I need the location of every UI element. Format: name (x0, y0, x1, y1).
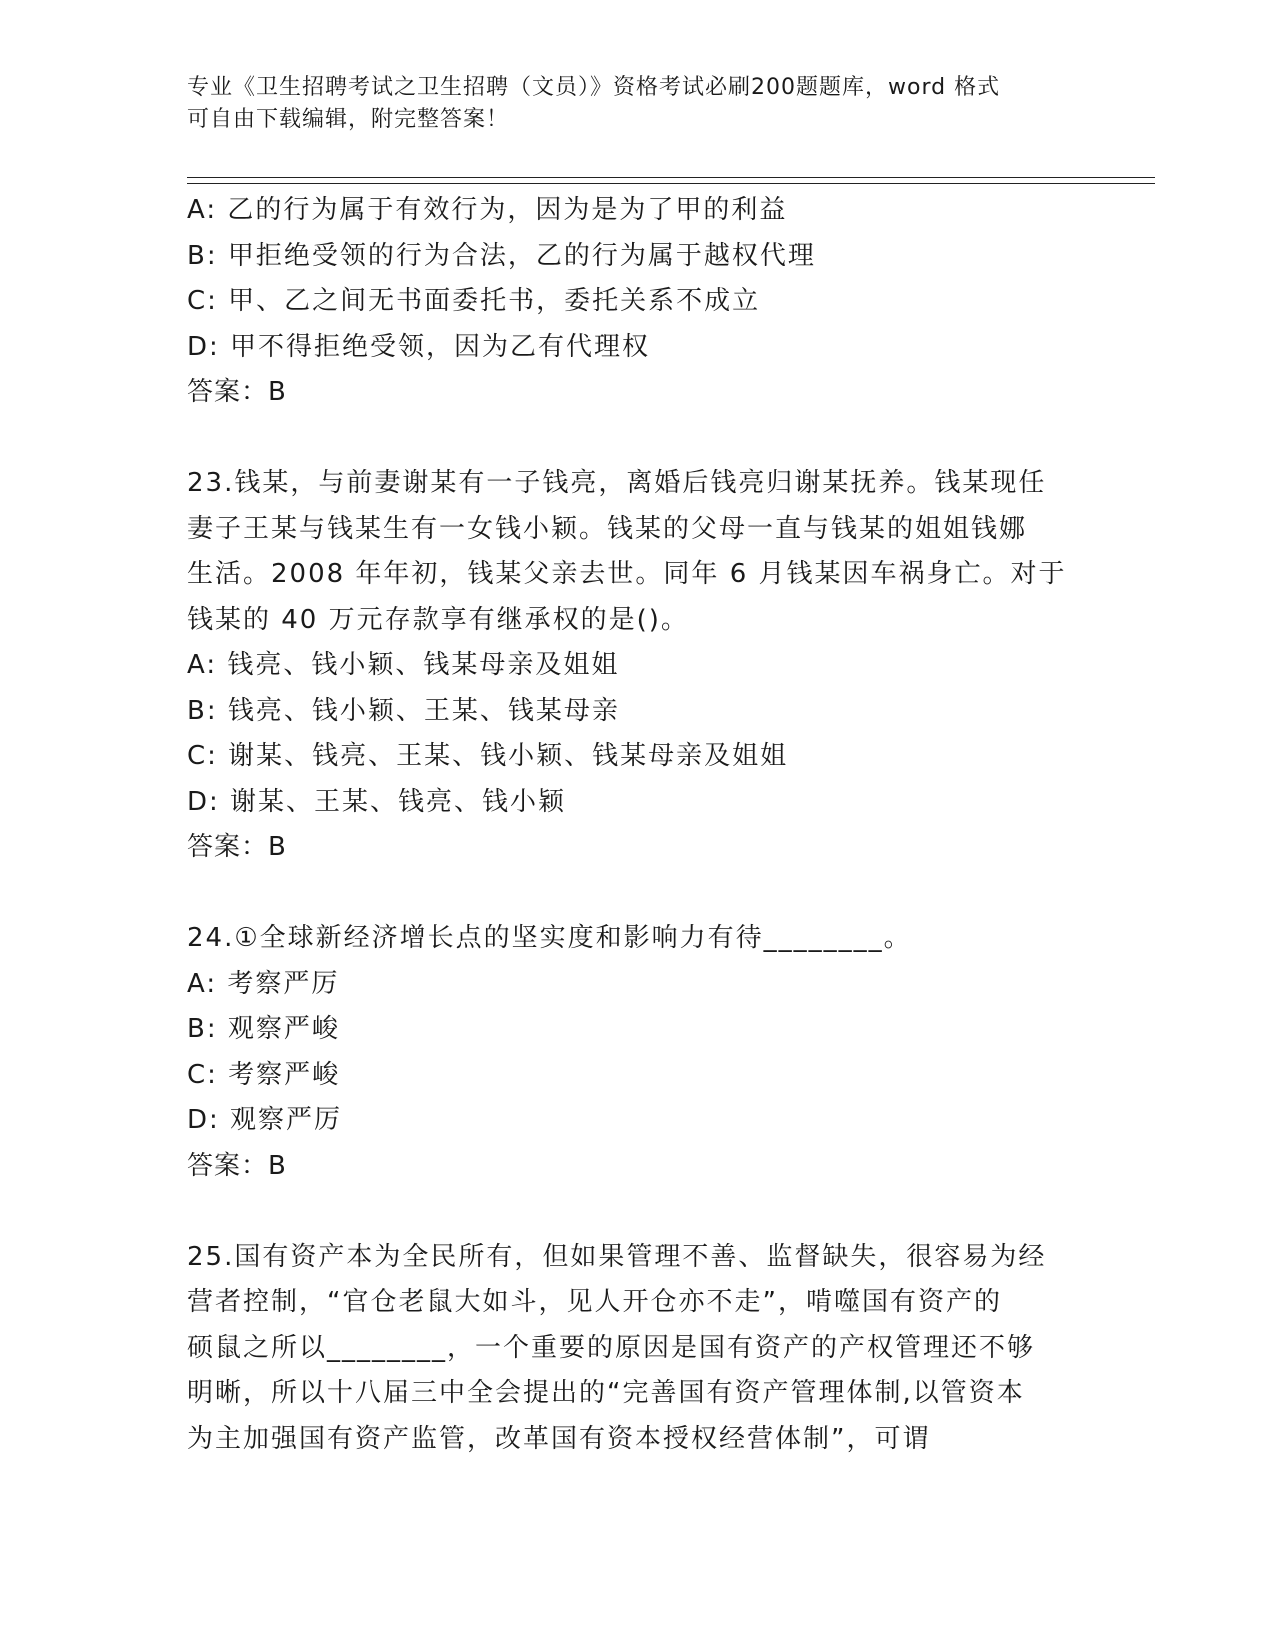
answer-line: 答案：B (187, 1150, 287, 1181)
option-d: D: 谢某、王某、钱亮、钱小颖 (187, 786, 567, 817)
question-stem-line: 硕鼠之所以________，一个重要的原因是国有资产的产权管理还不够 (187, 1332, 1036, 1363)
answer-line: 答案：B (187, 377, 287, 407)
question-stem-line: 为主加强国有资产监管，改革国有资本授权经营体制”，可谓 (187, 1423, 931, 1454)
spacer (187, 871, 1087, 917)
spacer (187, 416, 1087, 462)
question-24 (187, 916, 1087, 1189)
option-b: B: 甲拒绝受领的行为合法，乙的行为属于越权代理 (187, 240, 816, 271)
header-line-1: 专业《卫生招聘考试之卫生招聘（文员）》资格考试必刷200题题库，word 格式 (187, 75, 1001, 100)
question-22-tail (187, 188, 1087, 416)
question-stem-line: 24.①全球新经济增长点的坚实度和影响力有待________。 (187, 923, 912, 953)
question-stem-line: 23.钱某，与前妻谢某有一子钱亮，离婚后钱亮归谢某抚养。钱某现任 (187, 468, 1047, 498)
question-stem-line: 25.国有资产本为全民所有，但如果管理不善、监督缺失，很容易为经 (187, 1241, 1047, 1272)
option-c: C: 谢某、钱亮、王某、钱小颖、钱某母亲及姐姐 (187, 741, 789, 771)
option-c: C: 甲、乙之间无书面委托书，委托关系不成立 (187, 286, 761, 316)
question-stem-line: 生活。2008 年年初，钱某父亲去世。同年 6 月钱某因车祸身亡。对于 (187, 559, 1067, 589)
spacer (187, 1189, 1087, 1235)
option-b: B: 观察严峻 (187, 1014, 340, 1044)
question-23 (187, 461, 1087, 871)
header-divider-bottom (187, 183, 1155, 184)
option-c: C: 考察严峻 (187, 1059, 341, 1090)
question-25 (187, 1235, 1087, 1463)
option-d: D: 甲不得拒绝受领，因为乙有代理权 (187, 331, 651, 362)
option-a: A: 考察严厉 (187, 968, 340, 999)
option-d: D: 观察严厉 (187, 1105, 343, 1135)
answer-line: 答案：B (187, 832, 287, 862)
header-divider-top (187, 177, 1155, 178)
option-a: A: 乙的行为属于有效行为，因为是为了甲的利益 (187, 195, 788, 225)
question-stem-line: 钱某的 40 万元存款享有继承权的是()。 (187, 604, 689, 635)
question-stem-line: 明晰，所以十八届三中全会提出的“完善国有资产管理体制,以管资本 (187, 1378, 1025, 1408)
option-a: A: 钱亮、钱小颖、钱某母亲及姐姐 (187, 650, 620, 680)
question-stem-line: 妻子王某与钱某生有一女钱小颖。钱某的父母一直与钱某的姐姐钱娜 (187, 513, 1028, 544)
document-body (187, 188, 1087, 1462)
question-stem-line: 营者控制，“官仓老鼠大如斗，见人开仓亦不走”，啃噬国有资产的 (187, 1287, 1002, 1317)
option-b: B: 钱亮、钱小颖、王某、钱某母亲 (187, 695, 620, 726)
document-header (187, 72, 1087, 136)
header-line-2: 可自由下载编辑，附完整答案！ (187, 107, 510, 132)
